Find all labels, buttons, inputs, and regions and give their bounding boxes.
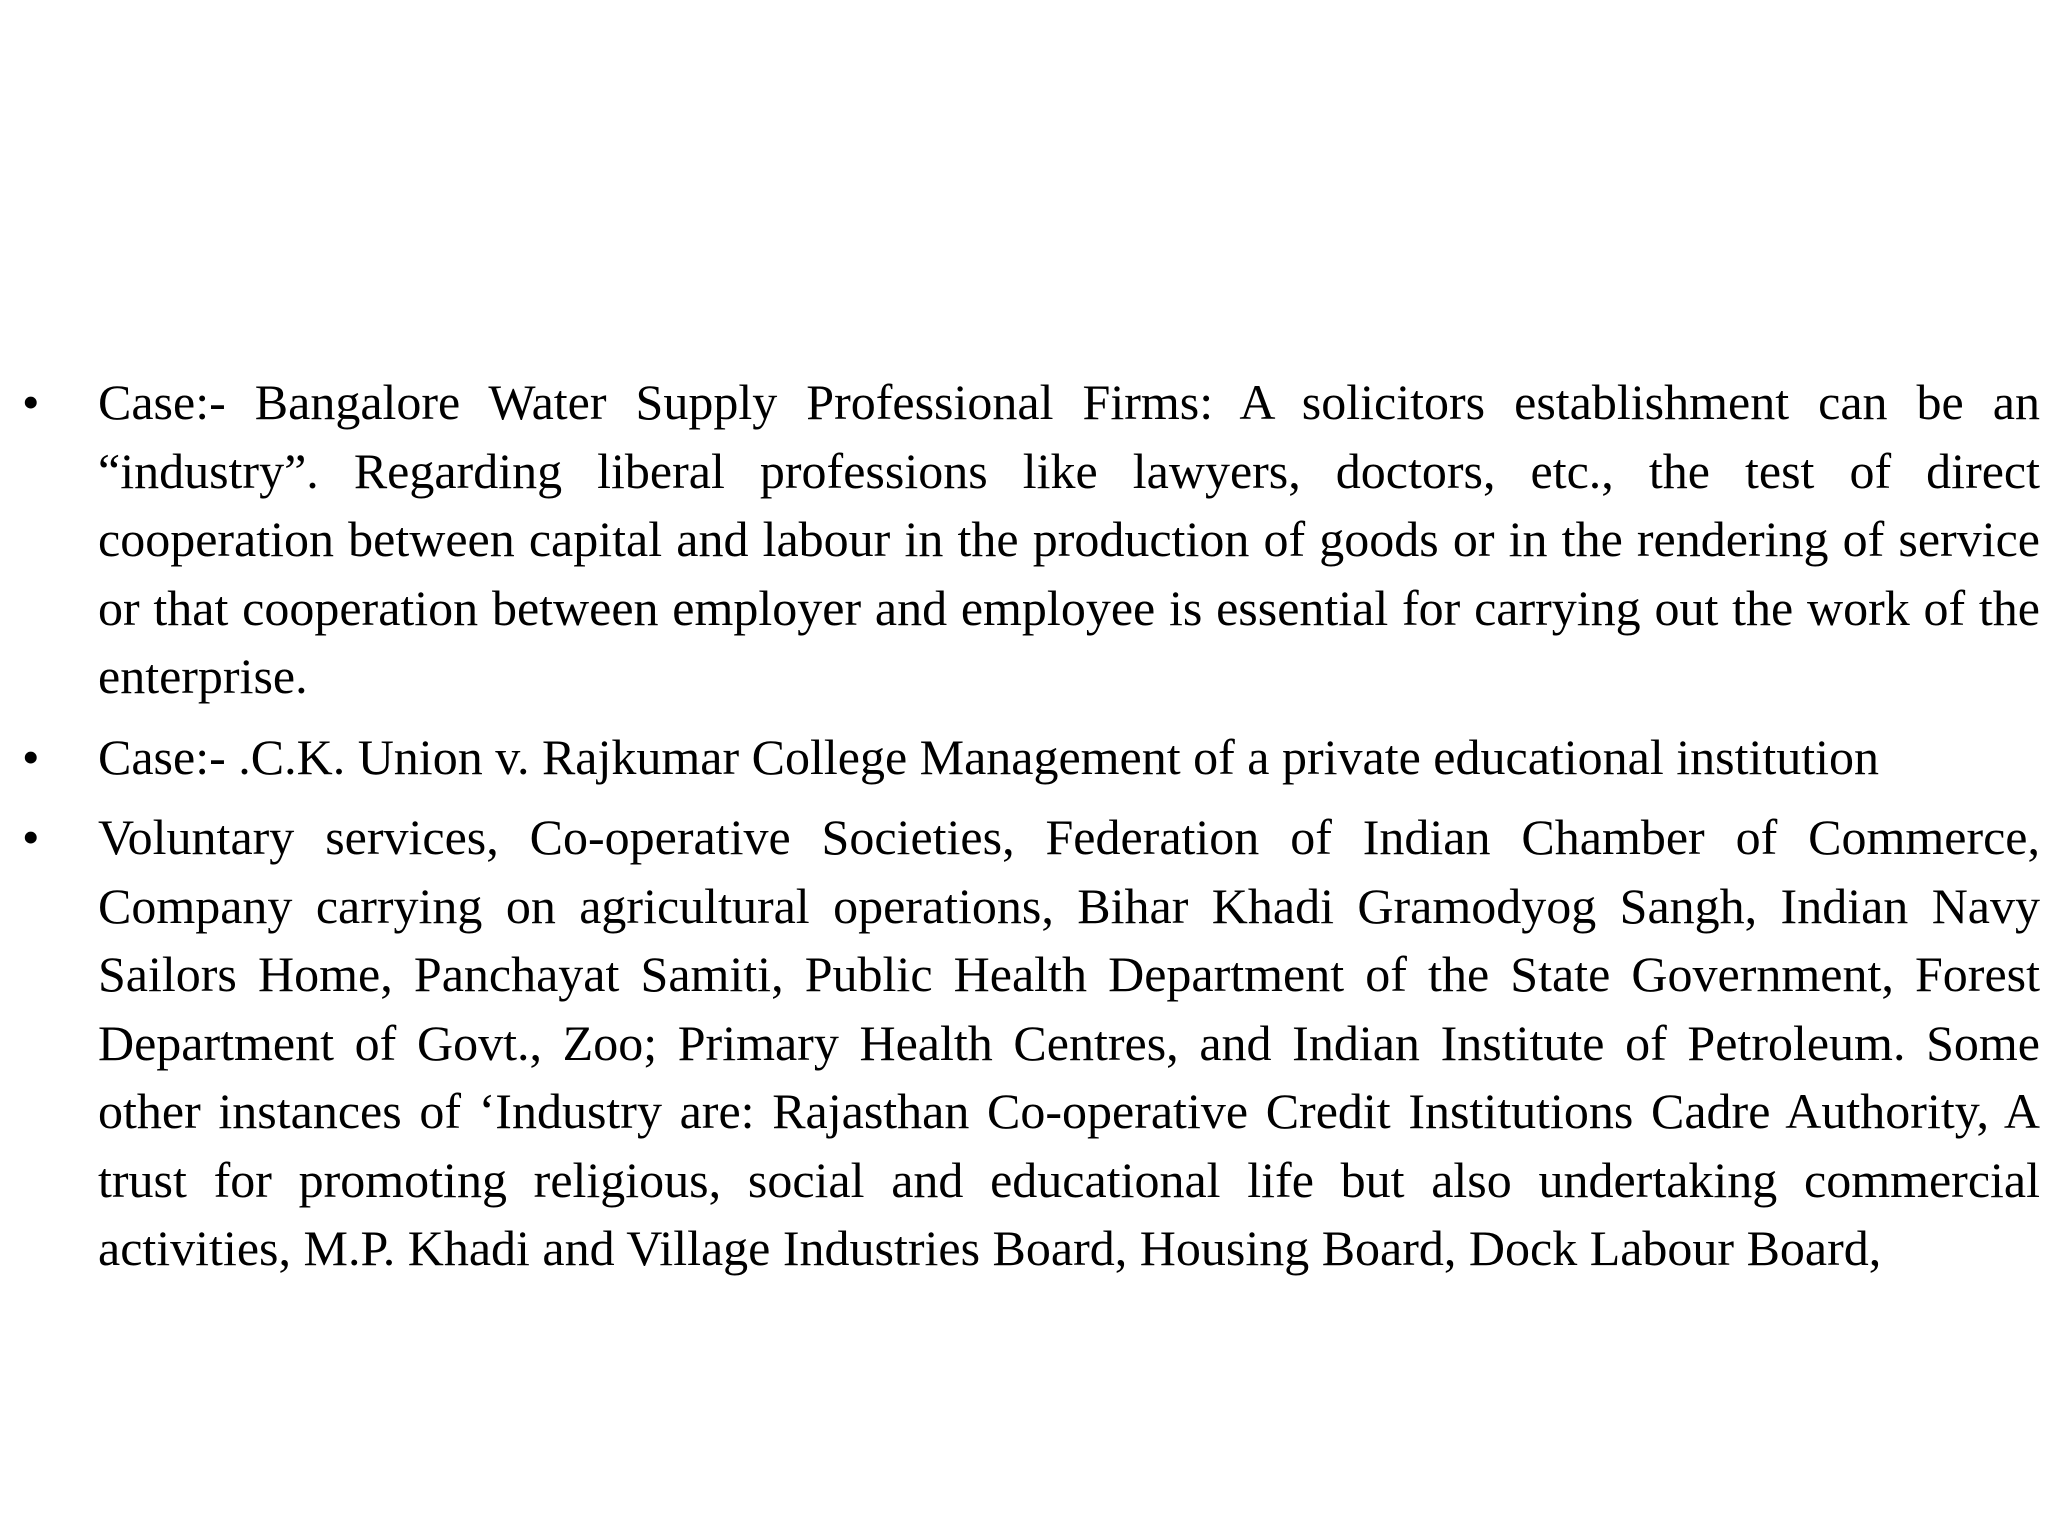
bullet-item xyxy=(22,723,2040,792)
bullet-item xyxy=(22,368,2040,711)
bullet-item xyxy=(22,803,2040,1283)
bullet-text-industry-instances: Voluntary services, Co-operative Societies, Federation of Indian Chamber of Commerce, Company carrying on agricultural operations, Bihar Khadi Gramodyog Sangh, Indian Navy Sailors Home, Panchayat Samiti, Public Health Department of the State Government, Forest Department of Govt., Zoo; Primary Health Centres, and Indian Institute of Petroleum. Some other instances of ‘Industry are: Rajasthan Co-operative Credit Institutions Cadre Authority, A trust for promoting religious, social and educational life but also undertaking commercial activities, M.P. Khadi and Village Industries Board, Housing Board, Dock Labour Board, xyxy=(98,809,2040,1276)
bullet-text-rajkumar-college: Case:- .C.K. Union v. Rajkumar College Management of a private educational institution xyxy=(98,728,1880,785)
bullet-icon: • xyxy=(22,809,40,865)
bullet-list xyxy=(22,368,2040,1295)
bullet-icon: • xyxy=(22,728,40,785)
bullet-text-bangalore-water-supply: Case:- Bangalore Water Supply Professional Firms: A solicitors establishment can be an “industry”. Regarding liberal professions like lawyers, doctors, etc., the test of direct cooperation between capital and labour in the production of goods or in the rendering of service or that cooperation between employer and employee is essential for carrying out the work of the enterprise. xyxy=(98,374,2040,704)
bullet-icon: • xyxy=(22,374,40,430)
